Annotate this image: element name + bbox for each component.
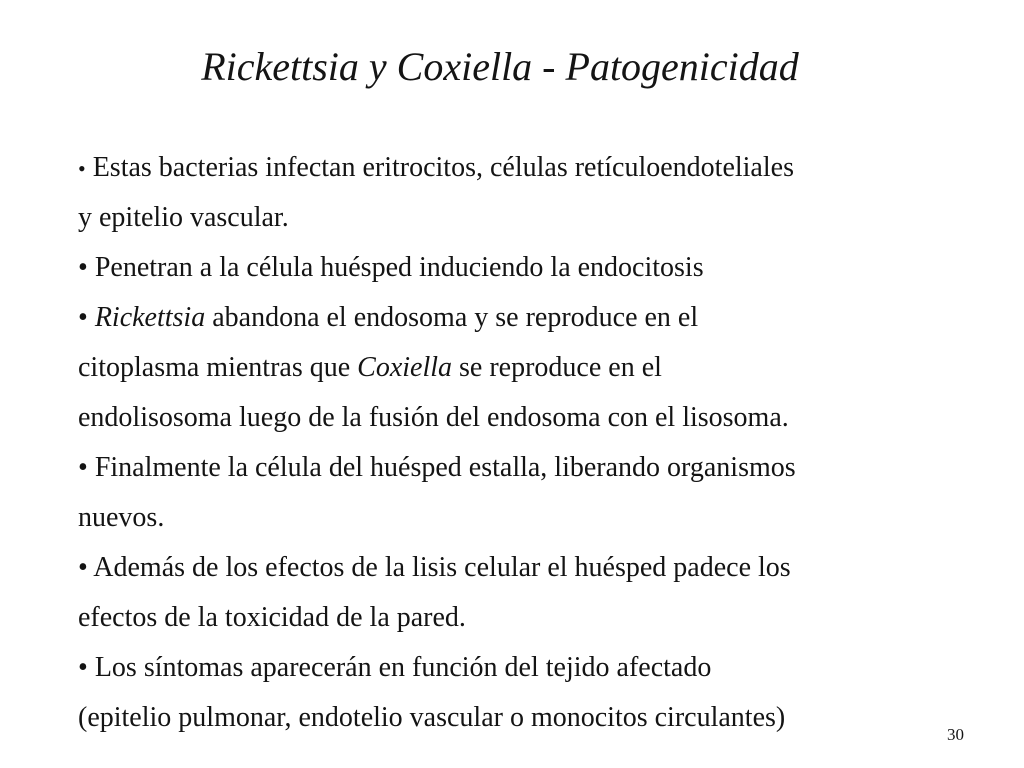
slide-body [78, 143, 978, 743]
bullet-marker: • [78, 652, 88, 683]
bullet-marker: • [78, 302, 88, 333]
bullet-text: abandona el endosoma y se reproduce en el [212, 302, 699, 333]
bullet-text: citoplasma mientras que [78, 352, 351, 383]
continuation-line [78, 693, 978, 743]
bullet-text: Además de los efectos de la lisis celular el huésped padece los [93, 552, 791, 583]
bullet-marker: • [78, 452, 88, 483]
bullet-text: (epitelio pulmonar, endotelio vascular o monocitos circulantes) [78, 702, 786, 733]
bullet-line [78, 293, 978, 343]
bullet-text: Estas bacterias infectan eritrocitos, células retículoendoteliales [92, 152, 794, 183]
bullet-text: Penetran a la célula huésped induciendo la endocitosis [94, 252, 704, 283]
bullet-text: Los síntomas aparecerán en función del tejido afectado [94, 652, 712, 683]
continuation-line [78, 593, 978, 643]
continuation-line [78, 493, 978, 543]
bullet-line [78, 543, 978, 593]
continuation-line [78, 193, 978, 243]
bullet-text: endolisosoma luego de la fusión del endosoma con el lisosoma. [78, 402, 789, 433]
bullet-line [78, 643, 978, 693]
bullet-marker: • [78, 156, 86, 181]
page-number: 30 [947, 725, 964, 744]
bullet-line [78, 243, 978, 293]
continuation-line [78, 393, 978, 443]
bullet-marker: • [78, 552, 88, 583]
genus-name-coxiella: Coxiella [357, 352, 453, 383]
genus-name-rickettsia: Rickettsia [94, 302, 206, 333]
bullet-text: nuevos. [78, 502, 165, 533]
slide-title: Rickettsia y Coxiella - Patogenicidad [201, 44, 799, 89]
bullet-line [78, 443, 978, 493]
bullet-line [78, 143, 978, 193]
bullet-text: efectos de la toxicidad de la pared. [78, 602, 466, 633]
bullet-text: y epitelio vascular. [78, 202, 289, 233]
bullet-text: se reproduce en el [459, 352, 662, 383]
bullet-text: Finalmente la célula del huésped estalla, liberando organismos [94, 452, 796, 483]
bullet-marker: • [78, 252, 88, 283]
continuation-line [78, 343, 978, 393]
